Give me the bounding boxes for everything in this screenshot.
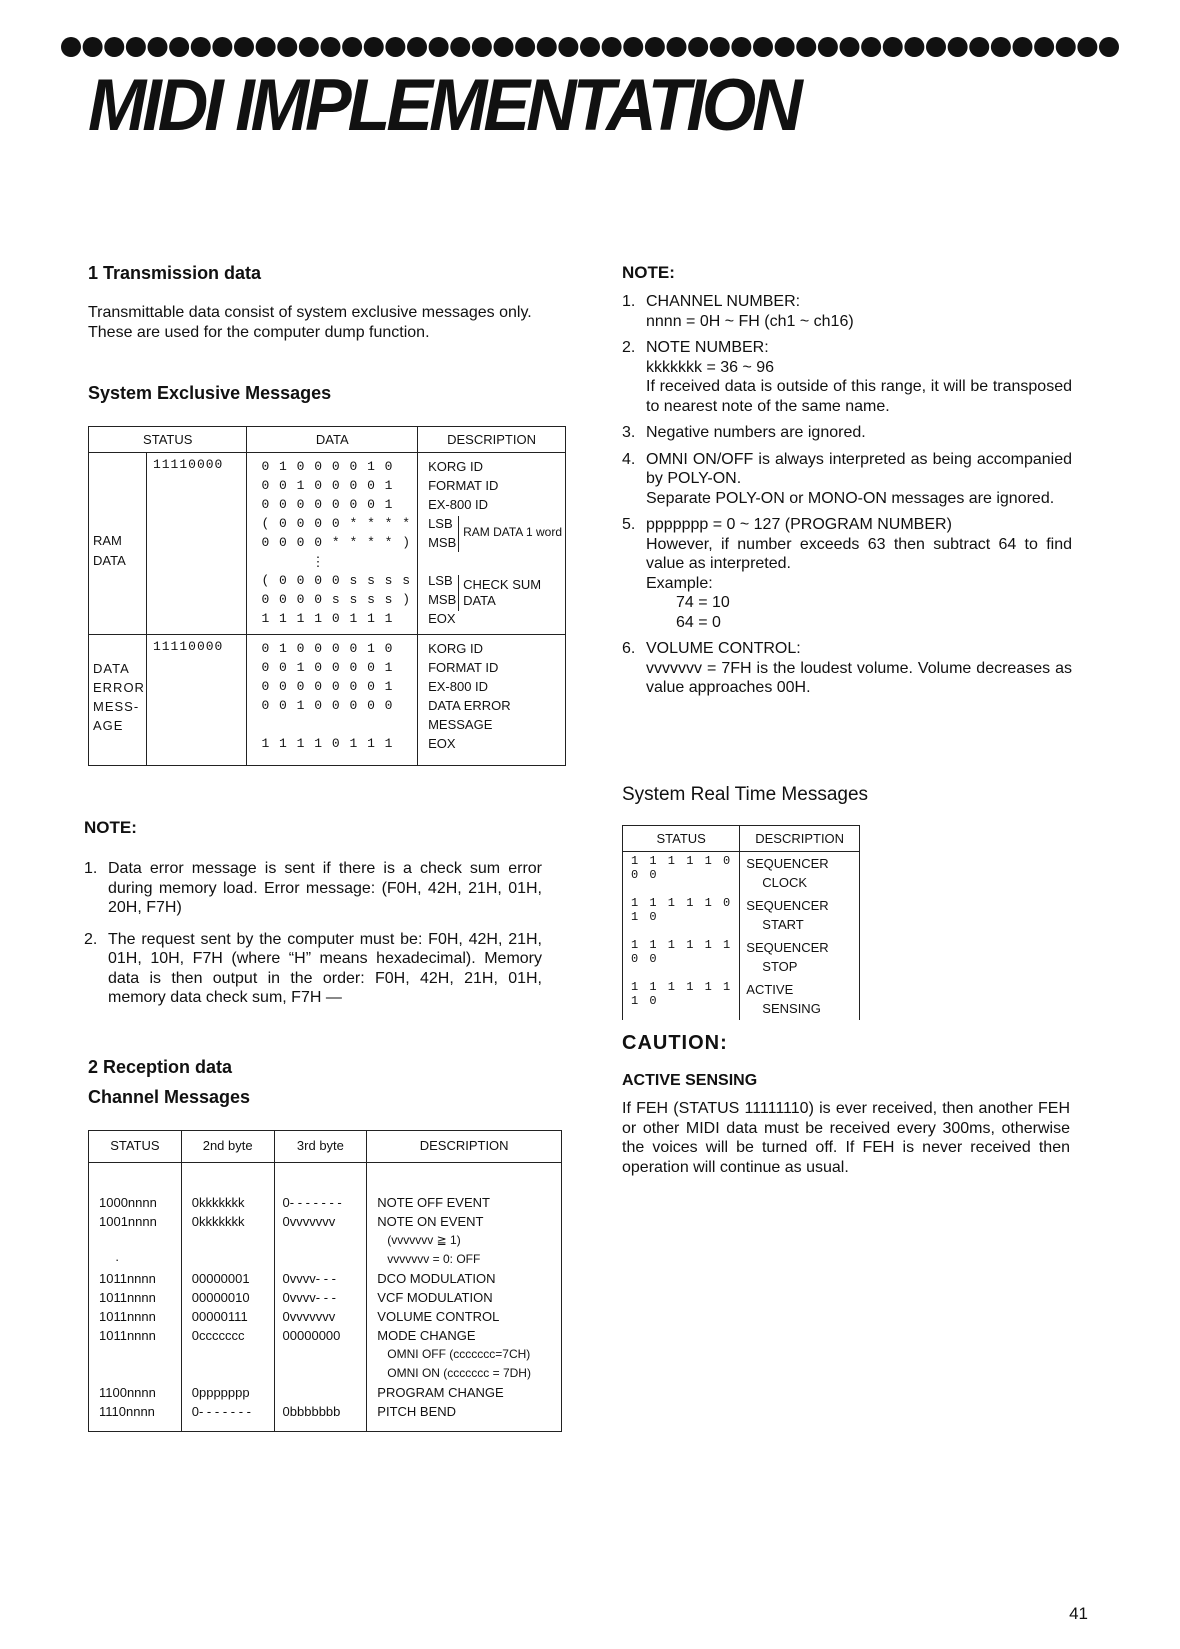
- channel-3rd-byte: 00000000: [282, 1328, 341, 1343]
- note-line: Negative numbers are ignored.: [646, 424, 866, 441]
- page-number: 41: [1069, 1604, 1088, 1623]
- channel-2nd-byte: 0kkkkkkk: [191, 1195, 245, 1210]
- channel-2nd-byte: 00000001: [191, 1271, 250, 1286]
- channel-description: (vvvvvvv ≧ 1): [387, 1233, 461, 1247]
- note-item: [622, 338, 1072, 416]
- right-notes: [622, 292, 1072, 705]
- channel-status: 1011nnnn: [99, 1290, 156, 1305]
- header-dot: [623, 37, 643, 57]
- note-number: 1.: [84, 860, 98, 877]
- note-line: CHANNEL NUMBER:: [646, 293, 801, 310]
- header-dot: [364, 37, 384, 57]
- sysex-desc: MESSAGE: [428, 717, 493, 732]
- channel-header-status: STATUS: [89, 1131, 182, 1163]
- sysex-desc: EOX: [428, 611, 456, 626]
- header-dot: [1056, 37, 1076, 57]
- channel-2nd-byte-col: [181, 1163, 274, 1432]
- channel-3rd-byte: 0vvvvvvv: [282, 1309, 336, 1324]
- header-dot: [429, 37, 449, 57]
- note-item: [84, 930, 542, 1008]
- sysex-data: 0 0 0 0 0 0 0 1: [261, 679, 394, 694]
- channel-header-2nd-byte: 2nd byte: [181, 1131, 274, 1163]
- sysex-desc: EOX: [428, 736, 456, 751]
- channel-2nd-byte: [192, 1345, 270, 1364]
- channel-3rd-byte: 0bbbbbbb: [282, 1404, 341, 1419]
- realtime-body: [623, 852, 860, 1021]
- header-dot: [472, 37, 492, 57]
- realtime-desc: ACTIVE: [746, 982, 794, 997]
- header-dot: [667, 37, 687, 57]
- header-dot: [580, 37, 600, 57]
- check-sum-note: CHECK SUM DATA: [463, 577, 542, 608]
- note-item: [622, 515, 1072, 632]
- note-item: [622, 292, 1072, 331]
- realtime-status: 1 1 1 1 1 1 0 0: [623, 936, 740, 978]
- note-line: kkkkkkk = 36 ~ 96: [646, 358, 775, 376]
- note-line: OMNI ON/OFF is always interpreted as being accompanied by POLY-ON.: [646, 450, 1072, 487]
- sysex-data: 0 1 0 0 0 0 1 0: [261, 641, 394, 656]
- left-note-heading: NOTE:: [84, 818, 137, 837]
- realtime-desc: CLOCK: [762, 875, 808, 890]
- sysex-data: 0 0 1 0 0 0 0 1: [261, 478, 394, 493]
- sysex-data: 1 1 1 1 0 1 1 1: [261, 611, 394, 626]
- header-dot: [710, 37, 730, 57]
- sysex-desc: MSB: [428, 592, 457, 607]
- realtime-header-status: STATUS: [623, 826, 740, 852]
- note-number: 5.: [622, 516, 636, 533]
- note-line: Separate POLY-ON or MONO-ON messages are ignored.: [646, 489, 1055, 507]
- realtime-table: [622, 825, 860, 1020]
- realtime-desc: SEQUENCER: [746, 856, 829, 871]
- note-line: Example:: [646, 574, 713, 592]
- header-dot: [537, 37, 557, 57]
- realtime-desc-cell: [740, 852, 860, 895]
- header-dot: [861, 37, 881, 57]
- right-note-heading: NOTE:: [622, 263, 675, 282]
- sysex-desc: FORMAT ID: [428, 660, 499, 675]
- sysex-desc: FORMAT ID: [428, 478, 499, 493]
- header-dot: [148, 37, 168, 57]
- channel-heading: Channel Messages: [88, 1087, 251, 1107]
- realtime-heading: System Real Time Messages: [622, 784, 869, 805]
- left-notes: [84, 859, 542, 1015]
- header-dot: [818, 37, 838, 57]
- channel-2nd-byte: 0- - - - - - -: [191, 1404, 251, 1419]
- header-dot: [1099, 37, 1119, 57]
- channel-status: 1011nnnn: [99, 1271, 156, 1286]
- header-dot: [775, 37, 795, 57]
- note-item: [84, 859, 542, 918]
- sysex-data: ( 0 0 0 0 * * * *: [261, 516, 412, 531]
- channel-description: PROGRAM CHANGE: [377, 1385, 504, 1400]
- realtime-desc: SEQUENCER: [746, 940, 829, 955]
- channel-3rd-byte: 0vvvv- - -: [282, 1271, 336, 1286]
- channel-description: NOTE OFF EVENT: [377, 1195, 490, 1210]
- channel-3rd-byte: [283, 1345, 363, 1364]
- channel-body: [89, 1163, 562, 1432]
- header-dot: [494, 37, 514, 57]
- note-number: 1.: [622, 293, 636, 310]
- note-line: 64 = 0: [676, 613, 721, 631]
- sysex-desc: MSB: [428, 535, 457, 550]
- channel-3rd-byte: 0vvvv- - -: [282, 1290, 336, 1305]
- realtime-desc: STOP: [762, 959, 798, 974]
- channel-status: ·: [115, 1252, 120, 1267]
- channel-status-col: [89, 1163, 182, 1432]
- channel-3rd-byte: 0- - - - - - -: [282, 1195, 342, 1210]
- header-dot: [753, 37, 773, 57]
- channel-description: vvvvvvv = 0: OFF: [387, 1252, 481, 1266]
- channel-table: [88, 1130, 562, 1432]
- sysex-data: 0 0 1 0 0 0 0 0: [261, 698, 394, 713]
- header-dot: [1077, 37, 1097, 57]
- sysex-data: 0 0 0 0 0 0 0 1: [261, 497, 394, 512]
- sysex-desc: [428, 552, 561, 571]
- header-dot: [904, 37, 924, 57]
- sysex-desc: EX-800 ID: [428, 497, 489, 512]
- channel-status: 1001nnnn: [99, 1214, 157, 1229]
- header-dot: [83, 37, 103, 57]
- sysex-group-label: DATA ERROR MESS- AGE: [89, 635, 147, 766]
- note-line: nnnn = 0H ~ FH (ch1 ~ ch16): [646, 312, 854, 330]
- realtime-desc: SEQUENCER: [746, 898, 829, 913]
- active-sensing-heading: ACTIVE SENSING: [622, 1072, 758, 1089]
- note-number: 3.: [622, 424, 636, 441]
- realtime-row: [623, 936, 860, 978]
- channel-status: [99, 1231, 177, 1250]
- note-number: 4.: [622, 450, 636, 468]
- channel-description: PITCH BEND: [377, 1404, 457, 1419]
- sysex-data: [261, 715, 411, 734]
- note-text: Data error message is sent if there is a check sum error during memory load. Error message: (F0H, 42H, 21H, 01H, 20H, F7H): [108, 860, 542, 916]
- realtime-desc: START: [762, 917, 804, 932]
- page-title: MIDI IMPLEMENTATION: [88, 64, 799, 146]
- header-dot: [991, 37, 1011, 57]
- note-item: [622, 450, 1072, 509]
- header-dot: [61, 37, 81, 57]
- note-item: [622, 639, 1072, 698]
- note-line: VOLUME CONTROL:: [646, 640, 801, 657]
- channel-2nd-byte: 0ccccccc: [191, 1328, 245, 1343]
- sysex-desc: EX-800 ID: [428, 679, 489, 694]
- channel-description: MODE CHANGE: [377, 1328, 476, 1343]
- note-line: NOTE NUMBER:: [646, 339, 769, 356]
- note-number: 2.: [84, 930, 98, 948]
- header-dot: [256, 37, 276, 57]
- sysex-header-status: STATUS: [89, 427, 247, 453]
- realtime-desc-cell: [740, 936, 860, 978]
- channel-description: DCO MODULATION: [377, 1271, 496, 1286]
- channel-status: 1011nnnn: [99, 1309, 156, 1324]
- channel-3rd-byte: [283, 1383, 363, 1402]
- realtime-status: 1 1 1 1 1 0 0 0: [623, 852, 740, 895]
- sysex-desc: LSB: [428, 516, 453, 531]
- header-dot: [731, 37, 751, 57]
- caution-heading: CAUTION:: [622, 1032, 728, 1054]
- sysex-heading: System Exclusive Messages: [88, 383, 332, 403]
- channel-2nd-byte: 0kkkkkkk: [191, 1214, 245, 1229]
- channel-description: VOLUME CONTROL: [377, 1309, 500, 1324]
- channel-2nd-byte: [192, 1364, 270, 1383]
- realtime-header-description: DESCRIPTION: [740, 826, 860, 852]
- note-item: [622, 423, 1072, 443]
- section1-heading: 1 Transmission data: [88, 263, 262, 283]
- sysex-group-label: RAM DATA: [89, 453, 147, 635]
- note-number: 6.: [622, 640, 636, 657]
- sysex-data-ellipsis: ⋮: [311, 554, 325, 569]
- sysex-data-cell: [247, 453, 418, 635]
- header-dot: [602, 37, 622, 57]
- header-dot: [1013, 37, 1033, 57]
- channel-status: 1110nnnn: [99, 1404, 155, 1419]
- header-dot: [515, 37, 535, 57]
- sysex-data: 1 1 1 1 0 1 1 1: [261, 736, 394, 751]
- channel-3rd-byte: [283, 1231, 363, 1250]
- realtime-row: [623, 894, 860, 936]
- channel-header-description: DESCRIPTION: [367, 1131, 562, 1163]
- channel-3rd-byte-col: [274, 1163, 367, 1432]
- sysex-group-status: 11110000: [146, 635, 247, 766]
- section2-heading: 2 Reception data: [88, 1057, 233, 1077]
- header-dot: [1034, 37, 1054, 57]
- header-dot: [321, 37, 341, 57]
- header-dot: [883, 37, 903, 57]
- channel-2nd-byte: 00000010: [191, 1290, 250, 1305]
- realtime-row: [623, 978, 860, 1020]
- channel-2nd-byte: 00000111: [191, 1309, 248, 1324]
- channel-status: 1100nnnn: [99, 1385, 156, 1400]
- header-dot: [450, 37, 470, 57]
- header-dot: [796, 37, 816, 57]
- sysex-desc: DATA ERROR: [428, 698, 511, 713]
- channel-status: [99, 1345, 177, 1364]
- channel-description: OMNI ON (ccccccc = 7DH): [387, 1366, 531, 1380]
- header-dot: [299, 37, 319, 57]
- sysex-desc-cell: [418, 635, 566, 766]
- header-dot: [212, 37, 232, 57]
- sysex-table: [88, 426, 566, 766]
- active-sensing-text: If FEH (STATUS 11111110) is ever received, then another FEH or other MIDI data must be received every 300ms, otherwise the voices will be turned off. If FEH is never received then operation will continue as usual.: [622, 1100, 1070, 1176]
- channel-3rd-byte: [283, 1250, 363, 1269]
- channel-status: 1011nnnn: [99, 1328, 156, 1343]
- channel-2nd-byte: 0ppppppp: [191, 1385, 250, 1400]
- realtime-status: 1 1 1 1 1 1 1 0: [623, 978, 740, 1020]
- channel-description-col: [367, 1163, 562, 1432]
- header-dot: [277, 37, 297, 57]
- note-line: However, if number exceeds 63 then subtract 64 to find value as interpreted.: [646, 535, 1072, 572]
- sysex-data: 0 0 1 0 0 0 0 1: [261, 660, 394, 675]
- realtime-desc-cell: [740, 978, 860, 1020]
- note-text: The request sent by the computer must be: F0H, 42H, 21H, 01H, 10H, F7H (where “H” means hexadecimal). Memory data is then output in the order: F0H, 42H, 21H, 01H, memory data check sum, F7H —: [108, 930, 542, 1006]
- ram-data-word-note: RAM DATA 1 word: [463, 525, 562, 539]
- header-dot: [969, 37, 989, 57]
- header-dot: [342, 37, 362, 57]
- note-number: 2.: [622, 339, 636, 356]
- sysex-data-cell: [247, 635, 418, 766]
- sysex-data: 0 1 0 0 0 0 1 0: [261, 459, 394, 474]
- header-dot: [191, 37, 211, 57]
- header-dot: [234, 37, 254, 57]
- header-dot: [126, 37, 146, 57]
- sysex-data: ( 0 0 0 0 s s s s: [261, 573, 412, 588]
- header-dot: [558, 37, 578, 57]
- header-dot: [840, 37, 860, 57]
- channel-description: OMNI OFF (ccccccc=7CH): [387, 1347, 531, 1361]
- realtime-desc: SENSING: [762, 1001, 821, 1016]
- channel-2nd-byte: [192, 1250, 270, 1269]
- header-dot: [169, 37, 189, 57]
- sysex-data: 0 0 0 0 s s s s ): [261, 592, 412, 607]
- channel-status: [99, 1364, 177, 1383]
- header-dot: [385, 37, 405, 57]
- header-dot: [926, 37, 946, 57]
- channel-status: 1000nnnn: [99, 1195, 157, 1210]
- channel-description: VCF MODULATION: [377, 1290, 493, 1305]
- section1-intro: Transmittable data consist of system exclusive messages only. These are used for the computer dump function.: [88, 304, 532, 341]
- sysex-desc: KORG ID: [428, 641, 483, 656]
- note-line: vvvvvvv = 7FH is the loudest volume. Volume decreases as value approaches 00H.: [646, 659, 1072, 696]
- realtime-row: [623, 852, 860, 895]
- header-dot: [104, 37, 124, 57]
- sysex-desc: KORG ID: [428, 459, 483, 474]
- channel-3rd-byte: 0vvvvvvv: [282, 1214, 336, 1229]
- sysex-group-status: 11110000: [146, 453, 247, 635]
- note-line: 74 = 10: [676, 594, 730, 611]
- channel-description: NOTE ON EVENT: [377, 1214, 484, 1229]
- note-line: ppppppp = 0 ~ 127 (PROGRAM NUMBER): [646, 516, 952, 533]
- channel-3rd-byte: [283, 1364, 363, 1383]
- sysex-header-data: DATA: [247, 427, 418, 453]
- realtime-status: 1 1 1 1 1 0 1 0: [623, 894, 740, 936]
- note-line: If received data is outside of this range, it will be transposed to nearest note of the same name.: [646, 378, 1072, 415]
- sysex-desc: LSB: [428, 573, 453, 588]
- header-dot: [688, 37, 708, 57]
- sysex-header-description: DESCRIPTION: [418, 427, 566, 453]
- header-dot: [948, 37, 968, 57]
- sysex-data: 0 0 0 0 * * * * ): [261, 535, 412, 550]
- channel-header-3rd-byte: 3rd byte: [274, 1131, 367, 1163]
- header-dot: [407, 37, 427, 57]
- header-dot-row: [60, 34, 1120, 60]
- channel-2nd-byte: [192, 1231, 270, 1250]
- realtime-desc-cell: [740, 894, 860, 936]
- sysex-desc-cell: [418, 453, 566, 635]
- header-dot: [645, 37, 665, 57]
